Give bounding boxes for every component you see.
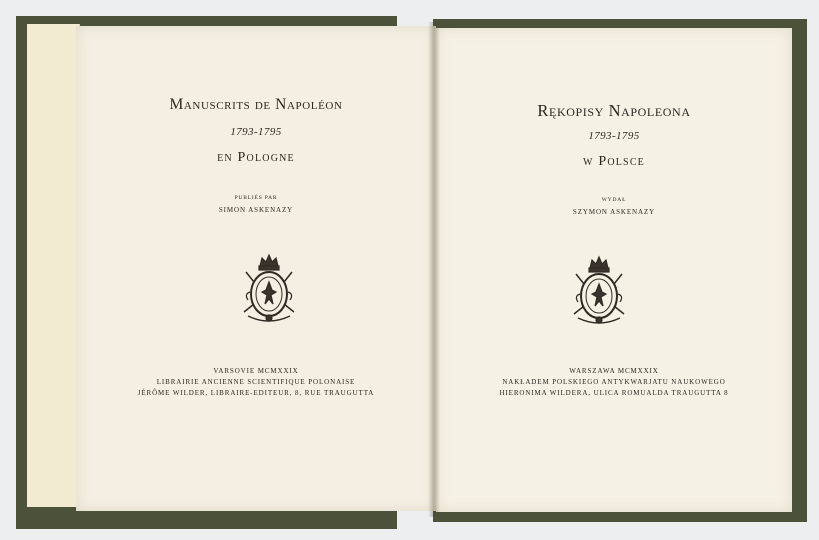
right-imprint-line2: NAKŁADEM POLSKIEGO ANTYKWARJATU NAUKOWEGO	[502, 378, 726, 386]
right-title: Rękopisy Napoleona	[537, 101, 691, 120]
napoleonic-crest-icon	[570, 254, 628, 328]
right-subtitle: w Polsce	[583, 154, 645, 169]
left-subtitle: en Pologne	[217, 150, 295, 165]
right-imprint-line1: WARSZAWA MCMXXIX	[569, 367, 659, 375]
right-published-by: WYDAŁ	[601, 197, 627, 203]
endpaper	[27, 24, 80, 507]
left-imprint-line1: VARSOVIE MCMXXIX	[213, 367, 299, 375]
left-author: SIMON ASKENAZY	[218, 206, 294, 214]
left-title: Manuscrits de Napoléon	[169, 96, 343, 113]
right-imprint-line3: HIERONIMA WILDERA, ULICA ROMUALDA TRAUGUTTA 8	[499, 389, 729, 397]
left-imprint-line2: LIBRAIRIE ANCIENNE SCIENTIFIQUE POLONAISE	[156, 378, 356, 386]
right-title-page	[436, 28, 792, 512]
right-author: SZYMON ASKENAZY	[572, 208, 656, 216]
napoleonic-crest-icon	[240, 252, 298, 326]
left-imprint-line3: JÉRÔME WILDER, LIBRAIRE-EDITEUR, 8, RUE TRAUGUTTA	[137, 389, 375, 397]
left-years: 1793-1795	[230, 126, 282, 138]
right-years: 1793-1795	[588, 130, 640, 142]
left-title-page	[76, 26, 436, 511]
book-gutter	[428, 22, 440, 517]
left-published-by: PUBLIÉS PAR	[234, 195, 278, 201]
